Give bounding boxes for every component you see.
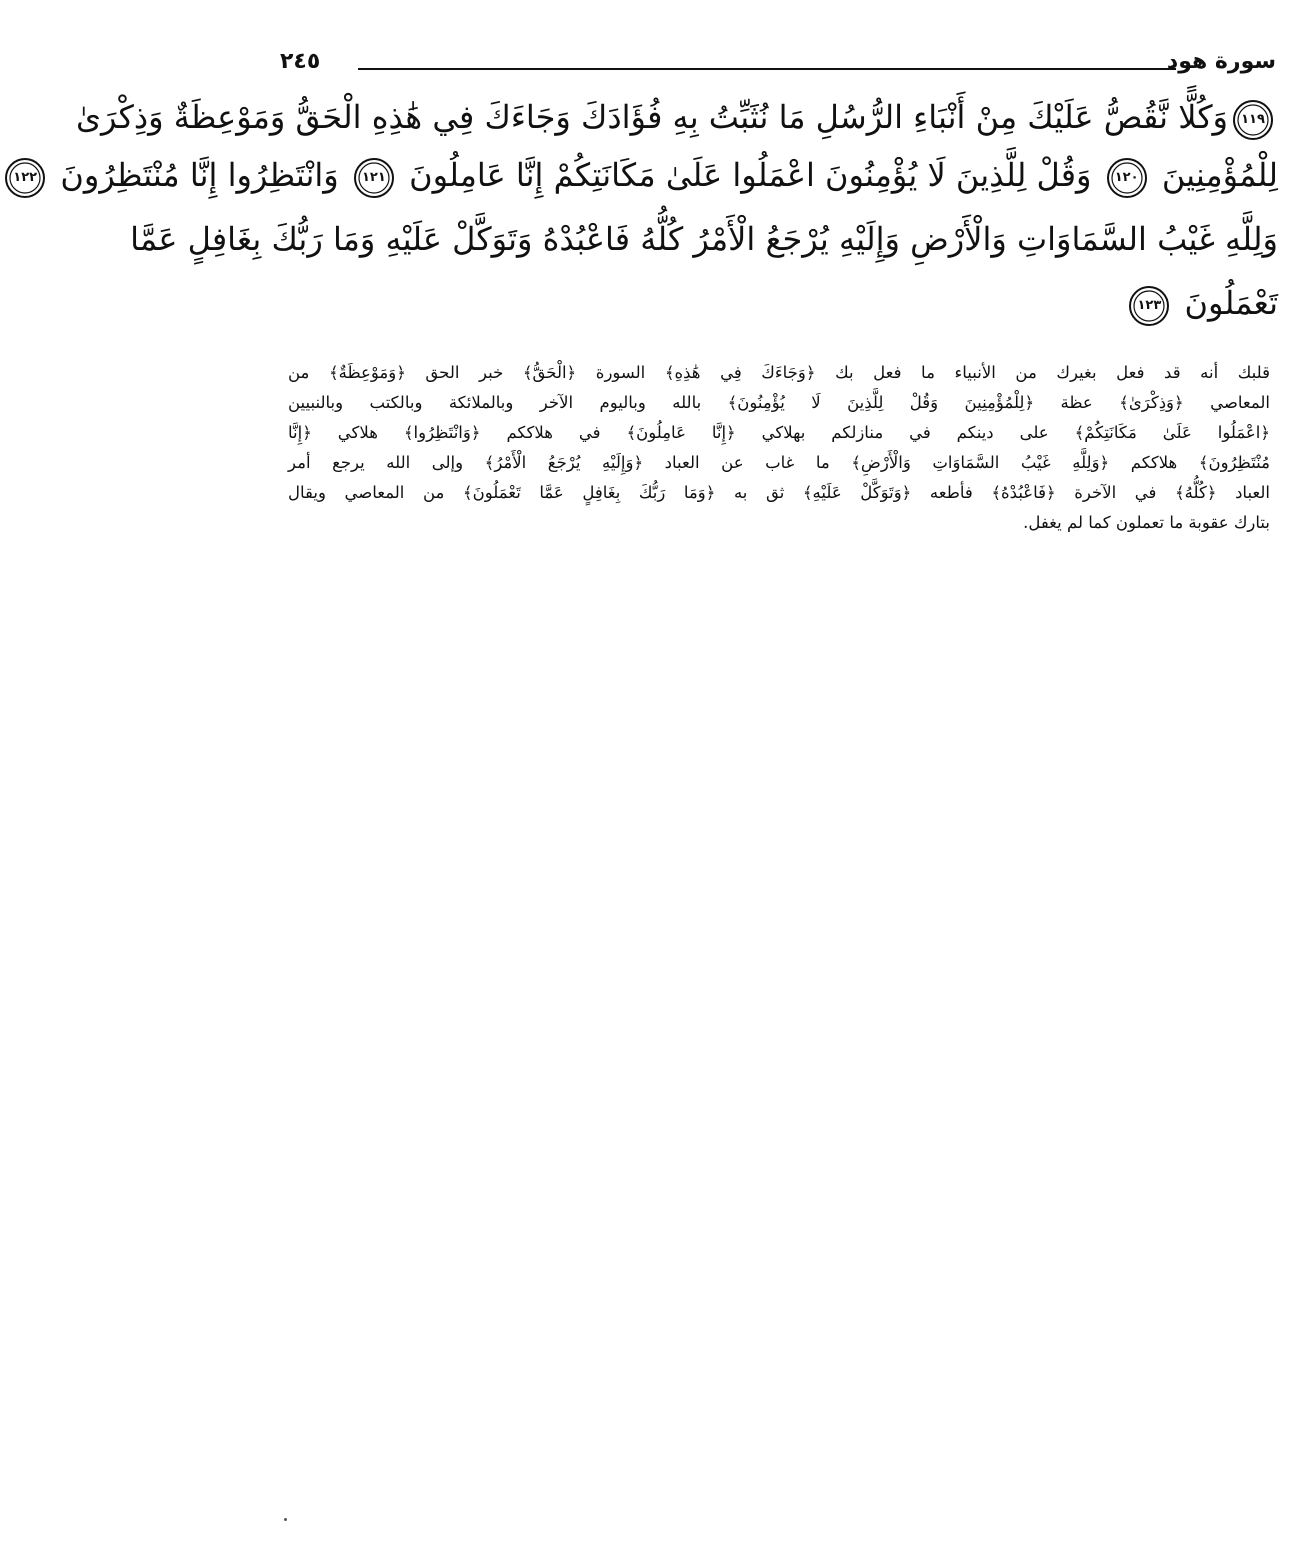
surah-title: سورة هود (1166, 49, 1276, 74)
ayah-number: ١٢٢ (13, 169, 38, 185)
verse-text: لِلْمُؤْمِنِينَ (1161, 156, 1278, 194)
verse-text: وَكُلًّا نَّقُصُّ عَلَيْكَ مِنْ أَنْبَاءِ الرُّسُلِ مَا نُثَبِّتُ بِهِ فُؤَادَكَ وَجَاءَكَ فِي هَٰذِهِ الْحَقُّ وَمَوْعِظَةٌ وَذِكْرَىٰ (75, 98, 1228, 136)
ayah-marker-icon (1128, 285, 1170, 327)
tafsir-line: ﴿اعْمَلُوا عَلَىٰ مَكَانَتِكُمْ﴾ على دينكم في منازلكم بهلاكي ﴿إِنَّا عَامِلُونَ﴾ في هلاككم ﴿وَانْتَظِرُوا﴾ هلاكي ﴿إِنَّا (288, 423, 1270, 442)
verse-text: وَلِلَّهِ غَيْبُ السَّمَاوَاتِ وَالْأَرْضِ وَإِلَيْهِ يُرْجَعُ الْأَمْرُ كُلُّهُ فَاعْبُدْهُ وَتَوَكَّلْ عَلَيْهِ وَمَا رَبُّكَ بِغَافِلٍ عَمَّا (130, 220, 1278, 258)
verse-text: وَقُلْ لِلَّذِينَ لَا يُؤْمِنُونَ اعْمَلُوا عَلَىٰ مَكَانَتِكُمْ إِنَّا عَامِلُونَ (409, 156, 1092, 194)
page-number: ٢٤٥ (280, 49, 321, 74)
tafsir-line: قلبك أنه قد فعل بغيرك من الأنبياء ما فعل بك ﴿وَجَاءَكَ فِي هَٰذِهِ﴾ السورة ﴿الْحَقُّ﴾ خبر الحق ﴿وَمَوْعِظَةٌ﴾ من (288, 363, 1270, 382)
header-rule (358, 68, 1176, 70)
tafsir-block (288, 358, 1270, 538)
scan-speck (284, 1518, 287, 1521)
ayah-marker-icon (4, 157, 46, 199)
ayah-marker-icon (1106, 157, 1148, 199)
verse-block (13, 88, 1278, 350)
ayah-number: ١٢٠ (1114, 169, 1139, 185)
verse-line (75, 88, 1278, 146)
verse-text: وَانْتَظِرُوا إِنَّا مُنْتَظِرُونَ (60, 156, 339, 194)
verse-line (280, 274, 1278, 332)
page-header (280, 44, 1276, 80)
tafsir-line: المعاصي ﴿وَذِكْرَىٰ﴾ عظة ﴿لِلْمُؤْمِنِينَ وَقُلْ لِلَّذِينَ لَا يُؤْمِنُونَ﴾ بالله وباليوم الآخر وبالملائكة وبالكتب وبالنبيين (288, 393, 1270, 412)
tafsir-line: مُنْتَظِرُونَ﴾ هلاككم ﴿وَلِلَّهِ غَيْبُ السَّمَاوَاتِ وَالْأَرْضِ﴾ ما غاب عن العباد ﴿وَإِلَيْهِ يُرْجَعُ الْأَمْرُ﴾ وإلى الله يرجع أمر (288, 453, 1270, 472)
verse-line (13, 146, 1278, 204)
ayah-marker-icon (1232, 99, 1274, 141)
tafsir-line: العباد ﴿كُلُّهُ﴾ في الآخرة ﴿فَاعْبُدْهُ﴾ فأطعه ﴿وَتَوَكَّلْ عَلَيْهِ﴾ ثق به ﴿وَمَا رَبُّكَ بِغَافِلٍ عَمَّا تَعْمَلُونَ﴾ من المعاصي ويقال (288, 483, 1270, 502)
quran-page (13, 0, 1310, 1551)
verse-line (130, 210, 1278, 268)
ayah-number: ١٢١ (362, 169, 386, 185)
ayah-number: ١١٩ (1241, 111, 1265, 127)
ayah-marker-icon (353, 157, 395, 199)
verse-text: تَعْمَلُونَ (1184, 284, 1278, 322)
tafsir-line: بتارك عقوبة ما تعملون كما لم يغفل. (1023, 513, 1270, 532)
ayah-number: ١٢٣ (1137, 297, 1162, 313)
